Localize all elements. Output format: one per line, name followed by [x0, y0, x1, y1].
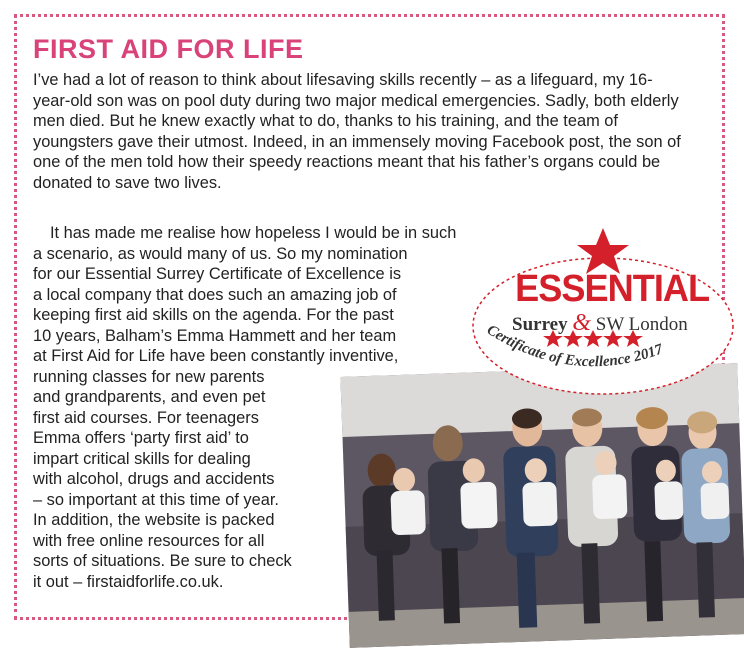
certificate-badge [468, 228, 738, 398]
paragraph-2-line: it out – firstaidforlife.co.uk. [33, 573, 224, 591]
paragraph-2-line: for our Essential Surrey Certificate of Excellence is [33, 265, 402, 283]
paragraph-2-line: first aid courses. For teenagers [33, 409, 259, 427]
paragraph-2-line: running classes for new parents [33, 368, 265, 386]
paragraph-2-line: keeping first aid skills on the agenda. For the past [33, 306, 394, 324]
paragraph-2-line: In addition, the website is packed [33, 511, 275, 529]
paragraph-2-line: Emma offers ‘party first aid’ to [33, 429, 249, 447]
paragraph-2-line: impart critical skills for dealing [33, 450, 251, 468]
paragraph-2-line: It has made me realise how hopeless I would be in such [50, 224, 457, 242]
badge-certificate-arc [468, 228, 738, 398]
badge-certificate-text: Certificate of Excellence 2017 [483, 321, 666, 371]
article-title: FIRST AID FOR LIFE [33, 34, 304, 64]
paragraph-2-line: – so important at this time of year. [33, 491, 279, 509]
paragraph-2-line: with free online resources for all [33, 532, 265, 550]
badge-brand: ESSENTIAL [515, 268, 710, 310]
paragraph-2-line: with alcohol, drugs and accidents [33, 470, 275, 488]
paragraph-2-line: a local company that does such an amazing job of [33, 286, 397, 304]
svg-text:Certificate of Excellence 2017 [484, 322, 666, 370]
badge-surrey: Surrey [512, 314, 568, 335]
paragraph-2-line: a scenario, as would many of us. So my nomination [33, 245, 408, 263]
first-aid-class-photo [340, 363, 744, 648]
paragraph-2-line: 10 years, Balham’s Emma Hammett and her team [33, 327, 397, 345]
paragraph-2-line: at First Aid for Life have been constantly inventive, [33, 347, 399, 365]
paragraph-1: I’ve had a lot of reason to think about lifesaving skills recently – as a lifeguard, my 16-year-old son was on pool duty during two major medical emergencies. Sadly, both elderly men died. But he knew exactly what to do, thanks to his training, and the team of youngsters gave their utmost. Indeed, in an immensely moving Facebook post, the son of one of the men told how their speedy reactions meant that his father’s organs could be donated to save two lives. [33, 71, 681, 192]
paragraph-2-line: sorts of situations. Be sure to check [33, 552, 292, 570]
paragraph-2-line: and grandparents, and even pet [33, 388, 266, 406]
badge-amp: & [572, 310, 592, 336]
badge-region: SW London [595, 314, 688, 335]
photo-illustration [340, 363, 744, 648]
